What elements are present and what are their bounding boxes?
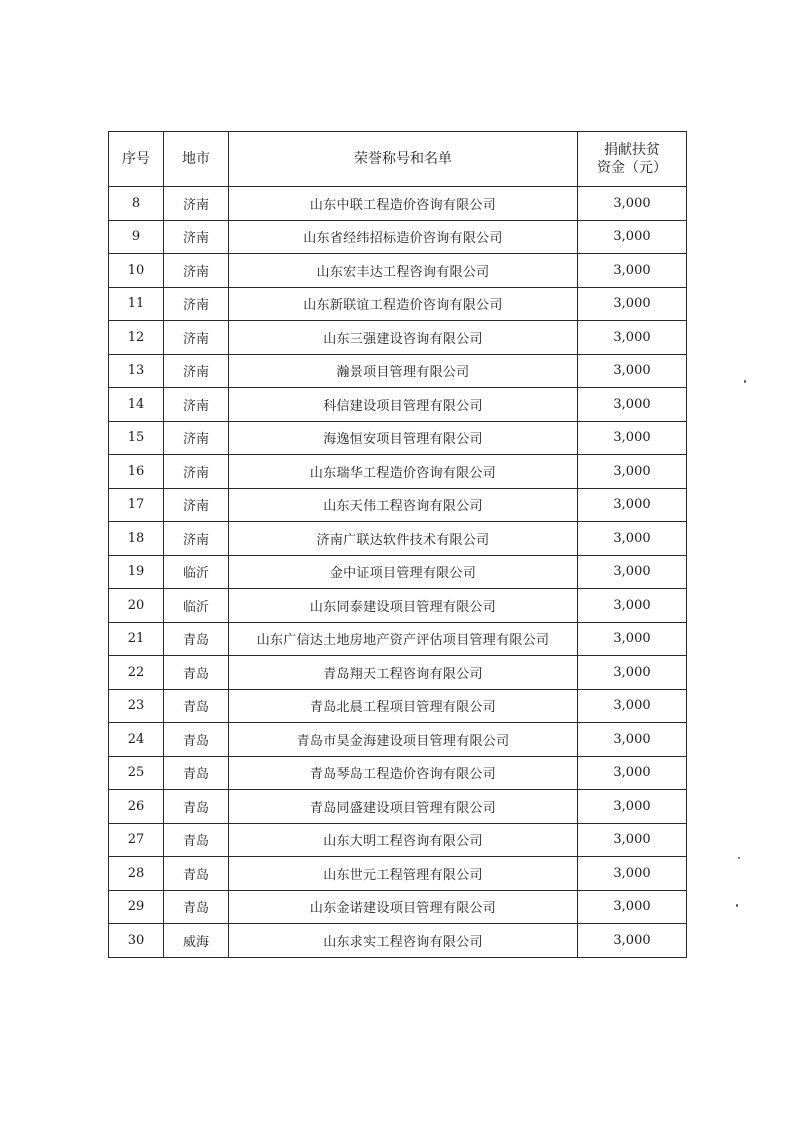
cell-serial-number: 15 — [109, 421, 164, 455]
table-row — [109, 187, 687, 221]
cell-company-name: 济南广联达软件技术有限公司 — [229, 522, 578, 556]
cell-serial-number: 28 — [109, 857, 164, 891]
cell-serial-number: 11 — [109, 287, 164, 321]
table-header — [109, 132, 687, 187]
cell-city: 青岛 — [164, 857, 229, 891]
cell-donation-amount: 3,000 — [578, 622, 687, 656]
donation-table — [108, 131, 687, 958]
cell-company-name: 青岛翔天工程咨询有限公司 — [229, 656, 578, 690]
cell-company-name: 青岛琴岛工程造价咨询有限公司 — [229, 756, 578, 790]
cell-city: 青岛 — [164, 656, 229, 690]
cell-donation-amount: 3,000 — [578, 287, 687, 321]
cell-company-name: 金中证项目管理有限公司 — [229, 555, 578, 589]
cell-city: 济南 — [164, 354, 229, 388]
header-serial-number: 序号 — [109, 132, 164, 187]
cell-serial-number: 26 — [109, 790, 164, 824]
cell-serial-number: 27 — [109, 823, 164, 857]
cell-donation-amount: 3,000 — [578, 723, 687, 757]
table-row — [109, 354, 687, 388]
cell-company-name: 山东省经纬招标造价咨询有限公司 — [229, 220, 578, 254]
table-row — [109, 488, 687, 522]
cell-company-name: 青岛同盛建设项目管理有限公司 — [229, 790, 578, 824]
scan-speck — [738, 857, 740, 859]
cell-city: 青岛 — [164, 689, 229, 723]
cell-city: 济南 — [164, 522, 229, 556]
cell-city: 济南 — [164, 254, 229, 288]
cell-donation-amount: 3,000 — [578, 823, 687, 857]
cell-company-name: 科信建设项目管理有限公司 — [229, 388, 578, 422]
cell-company-name: 山东天伟工程咨询有限公司 — [229, 488, 578, 522]
cell-serial-number: 8 — [109, 187, 164, 221]
table-row — [109, 857, 687, 891]
cell-company-name: 山东世元工程管理有限公司 — [229, 857, 578, 891]
cell-serial-number: 13 — [109, 354, 164, 388]
header-row — [109, 132, 687, 187]
cell-donation-amount: 3,000 — [578, 790, 687, 824]
table-row — [109, 287, 687, 321]
cell-serial-number: 10 — [109, 254, 164, 288]
cell-serial-number: 17 — [109, 488, 164, 522]
table-row — [109, 522, 687, 556]
cell-serial-number: 23 — [109, 689, 164, 723]
cell-city: 济南 — [164, 220, 229, 254]
header-donation-amount — [578, 132, 687, 187]
cell-company-name: 瀚景项目管理有限公司 — [229, 354, 578, 388]
cell-serial-number: 25 — [109, 756, 164, 790]
cell-city: 济南 — [164, 321, 229, 355]
cell-city: 济南 — [164, 287, 229, 321]
cell-donation-amount: 3,000 — [578, 187, 687, 221]
cell-serial-number: 20 — [109, 589, 164, 623]
cell-serial-number: 14 — [109, 388, 164, 422]
cell-city: 济南 — [164, 187, 229, 221]
cell-donation-amount: 3,000 — [578, 756, 687, 790]
cell-serial-number: 9 — [109, 220, 164, 254]
header-donation-amount-line1: 捐献扶贫 — [604, 142, 660, 158]
cell-serial-number: 19 — [109, 555, 164, 589]
cell-serial-number: 18 — [109, 522, 164, 556]
table-row — [109, 756, 687, 790]
header-honor-name: 荣誉称号和名单 — [229, 132, 578, 187]
cell-city: 青岛 — [164, 890, 229, 924]
cell-company-name: 海逸恒安项目管理有限公司 — [229, 421, 578, 455]
cell-company-name: 山东宏丰达工程咨询有限公司 — [229, 254, 578, 288]
cell-donation-amount: 3,000 — [578, 354, 687, 388]
cell-city: 青岛 — [164, 823, 229, 857]
table-body — [109, 187, 687, 958]
table-row — [109, 555, 687, 589]
table-row — [109, 622, 687, 656]
cell-company-name: 山东三强建设咨询有限公司 — [229, 321, 578, 355]
cell-city: 济南 — [164, 455, 229, 489]
cell-company-name: 山东中联工程造价咨询有限公司 — [229, 187, 578, 221]
cell-donation-amount: 3,000 — [578, 689, 687, 723]
table-row — [109, 890, 687, 924]
cell-serial-number: 24 — [109, 723, 164, 757]
table-row — [109, 924, 687, 958]
cell-donation-amount: 3,000 — [578, 455, 687, 489]
cell-donation-amount: 3,000 — [578, 254, 687, 288]
cell-serial-number: 21 — [109, 622, 164, 656]
scan-speck — [736, 904, 738, 907]
cell-company-name: 山东金诺建设项目管理有限公司 — [229, 890, 578, 924]
cell-company-name: 山东同泰建设项目管理有限公司 — [229, 589, 578, 623]
cell-city: 青岛 — [164, 723, 229, 757]
cell-donation-amount: 3,000 — [578, 488, 687, 522]
cell-donation-amount: 3,000 — [578, 220, 687, 254]
cell-city: 青岛 — [164, 756, 229, 790]
cell-company-name: 山东大明工程咨询有限公司 — [229, 823, 578, 857]
cell-donation-amount: 3,000 — [578, 388, 687, 422]
table-row — [109, 656, 687, 690]
cell-donation-amount: 3,000 — [578, 890, 687, 924]
cell-company-name: 青岛市昊金海建设项目管理有限公司 — [229, 723, 578, 757]
cell-city: 临沂 — [164, 555, 229, 589]
cell-donation-amount: 3,000 — [578, 555, 687, 589]
table-row — [109, 790, 687, 824]
header-city: 地市 — [164, 132, 229, 187]
cell-serial-number: 12 — [109, 321, 164, 355]
cell-donation-amount: 3,000 — [578, 857, 687, 891]
cell-donation-amount: 3,000 — [578, 321, 687, 355]
table-row — [109, 723, 687, 757]
cell-donation-amount: 3,000 — [578, 421, 687, 455]
table-row — [109, 823, 687, 857]
cell-city: 临沂 — [164, 589, 229, 623]
table-row — [109, 589, 687, 623]
table-row — [109, 388, 687, 422]
cell-city: 青岛 — [164, 790, 229, 824]
cell-city: 济南 — [164, 488, 229, 522]
cell-company-name: 山东瑞华工程造价咨询有限公司 — [229, 455, 578, 489]
cell-city: 威海 — [164, 924, 229, 958]
cell-city: 济南 — [164, 388, 229, 422]
cell-serial-number: 29 — [109, 890, 164, 924]
table-row — [109, 421, 687, 455]
table-row — [109, 321, 687, 355]
table-row — [109, 254, 687, 288]
table-row — [109, 455, 687, 489]
cell-donation-amount: 3,000 — [578, 924, 687, 958]
cell-company-name: 山东广信达土地房地产资产评估项目管理有限公司 — [229, 622, 578, 656]
cell-donation-amount: 3,000 — [578, 522, 687, 556]
cell-serial-number: 22 — [109, 656, 164, 690]
table-row — [109, 220, 687, 254]
cell-company-name: 青岛北晨工程项目管理有限公司 — [229, 689, 578, 723]
header-donation-amount-line2: 资金（元） — [597, 160, 667, 176]
cell-donation-amount: 3,000 — [578, 656, 687, 690]
cell-serial-number: 16 — [109, 455, 164, 489]
scan-speck — [744, 380, 746, 383]
cell-city: 济南 — [164, 421, 229, 455]
cell-serial-number: 30 — [109, 924, 164, 958]
cell-city: 青岛 — [164, 622, 229, 656]
table-row — [109, 689, 687, 723]
cell-company-name: 山东求实工程咨询有限公司 — [229, 924, 578, 958]
cell-donation-amount: 3,000 — [578, 589, 687, 623]
cell-company-name: 山东新联谊工程造价咨询有限公司 — [229, 287, 578, 321]
